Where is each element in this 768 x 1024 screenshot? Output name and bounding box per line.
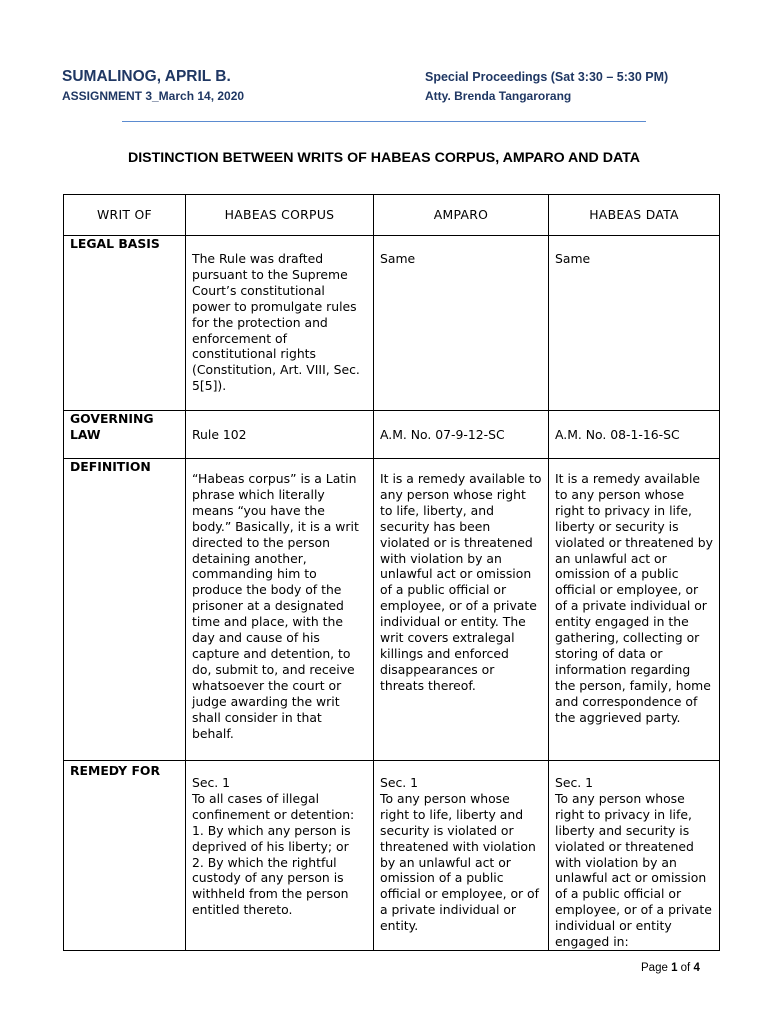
page-prefix: Page: [641, 962, 672, 974]
table-cell: Same: [549, 236, 720, 411]
instructor-name: Atty. Brenda Tangarorang: [425, 89, 572, 103]
document-title: DISTINCTION BETWEEN WRITS OF HABEAS CORPUS, AMPARO AND DATA: [127, 150, 641, 166]
table-cell: The Rule was drafted pursuant to the Supreme Court’s constitutional power to promulgate rules for the protection and enforcement of constitutional rights (Constitution, Art. VIII, Sec. 5[5]).: [186, 236, 374, 411]
page-current: 1: [671, 962, 678, 974]
table-cell: Same: [374, 236, 549, 411]
table-cell: It is a remedy available to any person whose right to life, liberty, and security has been violated or is threatened with violation by an unlawful act or omission of a public official or employee, or of a private individual or entity. The writ covers extralegal killings and enforced disappearances or threats thereof.: [374, 459, 549, 761]
student-name: SUMALINOG, APRIL B.: [62, 68, 231, 85]
table-cell: A.M. No. 07-9-12-SC: [374, 411, 549, 459]
row-label: LEGAL BASIS: [64, 236, 186, 411]
table-cell: “Habeas corpus” is a Latin phrase which literally means “you have the body.” Basically, it is a writ directed to the person detaining another, commanding him to produce the body of the prisoner at a designated time and place, with the day and cause of his capture and detention, to do, submit to, and receive whatsoever the court or judge awarding the writ shall consider in that behalf.: [186, 459, 374, 761]
table-cell: Sec. 1 To all cases of illegal confinement or detention: 1. By which any person is deprived of his liberty; or 2. By which the rightful custody of any person is withheld from the person entitled thereto.: [186, 761, 374, 951]
column-header: HABEAS DATA: [549, 195, 720, 236]
header-divider: [122, 121, 646, 122]
table-row: [64, 236, 720, 411]
row-label: DEFINITION: [64, 459, 186, 761]
writs-comparison-table: [63, 194, 720, 951]
assignment-label: ASSIGNMENT 3_March 14, 2020: [62, 89, 245, 103]
table-cell: It is a remedy available to any person whose right to privacy in life, liberty or security is violated or threatened by an unlawful act or omission of a public official or employee, or of a private individual or entity engaged in the gathering, collecting or storing of data or information regarding the person, family, home and correspondence of the aggrieved party.: [549, 459, 720, 761]
column-header: HABEAS CORPUS: [186, 195, 374, 236]
table-cell: Sec. 1 To any person whose right to life, liberty and security is violated or threatened with violation by an unlawful act or omission of a public official or employee, or of a private individual or entity.: [374, 761, 549, 951]
page-number: [641, 962, 700, 974]
table-cell: Sec. 1 To any person whose right to privacy in life, liberty and security is violated or threatened with violation by an unlawful act or omission of a public official or employee, or of a private individual or entity engaged in:: [549, 761, 720, 951]
table-row: [64, 761, 720, 951]
table-cell: Rule 102: [186, 411, 374, 459]
table-header-row: [64, 195, 720, 236]
page-total: 4: [693, 962, 700, 974]
course-label: Special Proceedings (Sat 3:30 – 5:30 PM): [425, 70, 669, 84]
column-header: WRIT OF: [64, 195, 186, 236]
page-of: of: [677, 962, 694, 974]
table-row: [64, 411, 720, 459]
row-label: GOVERNING LAW: [64, 411, 186, 459]
row-label: REMEDY FOR: [64, 761, 186, 951]
table-cell: A.M. No. 08-1-16-SC: [549, 411, 720, 459]
table-row: [64, 459, 720, 761]
column-header: AMPARO: [374, 195, 549, 236]
